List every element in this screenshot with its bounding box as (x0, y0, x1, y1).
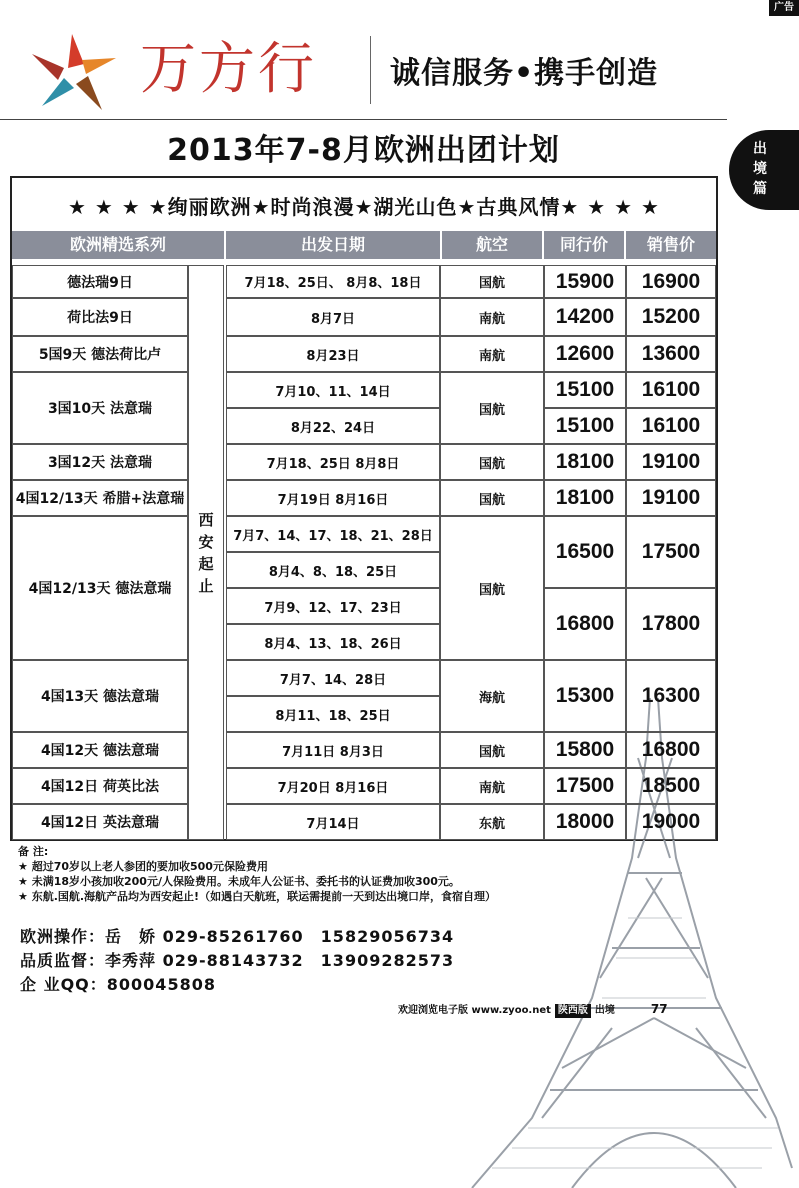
departure-city-char: 起 (198, 554, 214, 573)
sale-price-cell: 19100 (626, 480, 716, 516)
route-cell: 荷比法9日 (12, 298, 188, 336)
sale-price-cell: 16300 (626, 660, 716, 732)
header-sale-price: 销售价 (626, 231, 716, 259)
departure-city-char: 安 (198, 532, 214, 551)
departure-city-char: 西 (198, 510, 214, 529)
header-series: 欧洲精选系列 (12, 231, 224, 259)
contact-quality: 品质监督：李秀萍 029-88143732 13909282573 (20, 951, 455, 970)
peer-price-cell: 16500 (544, 516, 626, 588)
peer-price-cell: 15900 (544, 265, 626, 298)
airline-cell: 南航 (440, 298, 544, 336)
peer-price-cell: 18100 (544, 480, 626, 516)
sale-price-cell: 15200 (626, 298, 716, 336)
contact-qq: 企 业QQ：800045808 (20, 975, 216, 994)
sale-price-cell: 17500 (626, 516, 716, 588)
peer-price-cell: 14200 (544, 298, 626, 336)
route-cell: 德法瑞9日 (12, 265, 188, 298)
sale-price-cell: 13600 (626, 336, 716, 372)
notes (18, 844, 496, 904)
route-cell: 4国12/13天 希腊+法意瑞 (12, 480, 188, 516)
slogan: 诚信服务•携手创造 (390, 56, 659, 91)
sale-price-cell: 19000 (626, 804, 716, 840)
airline-cell: 国航 (440, 516, 544, 660)
sale-price-cell: 19100 (626, 444, 716, 480)
peer-price-cell: 12600 (544, 336, 626, 372)
footer (398, 1002, 668, 1016)
airline-cell: 南航 (440, 336, 544, 372)
route-cell: 3国10天 法意瑞 (12, 372, 188, 444)
sale-price-cell: 16100 (626, 372, 716, 408)
date-cell: 7月18、25日、 8月8、18日 (226, 265, 440, 298)
airline-cell: 国航 (440, 444, 544, 480)
departure-city-char: 止 (198, 576, 214, 595)
page-number: 77 (650, 1002, 668, 1016)
route-cell: 4国13天 德法意瑞 (12, 660, 188, 732)
contact-operation: 欧洲操作：岳 娇 029-85261760 15829056734 (20, 927, 455, 946)
date-cell: 7月20日 8月16日 (226, 768, 440, 804)
date-cell: 7月9、12、17、23日 (226, 588, 440, 624)
pinwheel-logo-icon (28, 28, 120, 114)
peer-price-cell: 15100 (544, 408, 626, 444)
route-cell: 3国12天 法意瑞 (12, 444, 188, 480)
section-tab (729, 130, 799, 210)
date-cell: 8月4、13、18、26日 (226, 624, 440, 660)
date-cell: 8月23日 (226, 336, 440, 372)
route-cell: 5国9天 德法荷比卢 (12, 336, 188, 372)
ad-tag: 广告 (769, 0, 799, 16)
airline-cell: 海航 (440, 660, 544, 732)
peer-price-cell: 15300 (544, 660, 626, 732)
airline-cell: 国航 (440, 372, 544, 444)
route-cell: 4国12/13天 德法意瑞 (12, 516, 188, 660)
peer-price-cell: 16800 (544, 588, 626, 660)
airline-cell: 国航 (440, 732, 544, 768)
date-cell: 7月19日 8月16日 (226, 480, 440, 516)
peer-price-cell: 15800 (544, 732, 626, 768)
peer-price-cell: 18000 (544, 804, 626, 840)
sale-price-cell: 16100 (626, 408, 716, 444)
date-cell: 8月4、8、18、25日 (226, 552, 440, 588)
date-cell: 7月14日 (226, 804, 440, 840)
header-peer-price: 同行价 (544, 231, 624, 259)
sale-price-cell: 17800 (626, 588, 716, 660)
header-dates: 出发日期 (226, 231, 440, 259)
peer-price-cell: 18100 (544, 444, 626, 480)
contact-info (20, 925, 454, 997)
date-cell: 7月10、11、14日 (226, 372, 440, 408)
section-tab-label: 出境篇 (753, 141, 767, 197)
tour-table (10, 176, 718, 903)
notes-label: 备 注: (18, 845, 49, 858)
header (0, 16, 727, 120)
note-item: ★ 东航.国航.海航产品均为西安起止!（如遇白天航班，联运需提前一天到达出境口岸，食宿自理） (18, 890, 497, 903)
route-cell: 4国12日 荷英比法 (12, 768, 188, 804)
sale-price-cell: 16800 (626, 732, 716, 768)
header-divider (370, 36, 371, 104)
date-cell: 7月7、14、28日 (226, 660, 440, 696)
note-item: ★ 超过70岁以上老人参团的要加收500元保险费用 (18, 860, 268, 873)
footer-section: 出境 (594, 1005, 615, 1016)
sale-price-cell: 16900 (626, 265, 716, 298)
subtitle-banner: ★ ★ ★ ★绚丽欧洲★时尚浪漫★湖光山色★古典风情★ ★ ★ ★ (67, 195, 660, 219)
header-airline: 航空 (442, 231, 542, 259)
airline-cell: 南航 (440, 768, 544, 804)
peer-price-cell: 15100 (544, 372, 626, 408)
edition-badge: 陕西版 (555, 1004, 591, 1018)
date-cell: 7月11日 8月3日 (226, 732, 440, 768)
departure-city-cell (188, 265, 224, 840)
date-cell: 8月7日 (226, 298, 440, 336)
sale-price-cell: 18500 (626, 768, 716, 804)
footer-site: 欢迎浏览电子版 www.zyoo.net (398, 1005, 551, 1016)
route-cell: 4国12日 英法意瑞 (12, 804, 188, 840)
note-item: ★ 未满18岁小孩加收200元/人保险费用。未成年人公证书、委托书的认证费加收300元。 (18, 875, 460, 888)
route-cell: 4国12天 德法意瑞 (12, 732, 188, 768)
date-cell: 8月22、24日 (226, 408, 440, 444)
airline-cell: 国航 (440, 265, 544, 298)
date-cell: 7月18、25日 8月8日 (226, 444, 440, 480)
date-cell: 7月7、14、17、18、21、28日 (226, 516, 440, 552)
brand-name: 万方行 (140, 37, 317, 102)
airline-cell: 国航 (440, 480, 544, 516)
airline-cell: 东航 (440, 804, 544, 840)
peer-price-cell: 17500 (544, 768, 626, 804)
page-title: 2013年7-8月欧洲出团计划 (167, 133, 560, 168)
date-cell: 8月11、18、25日 (226, 696, 440, 732)
